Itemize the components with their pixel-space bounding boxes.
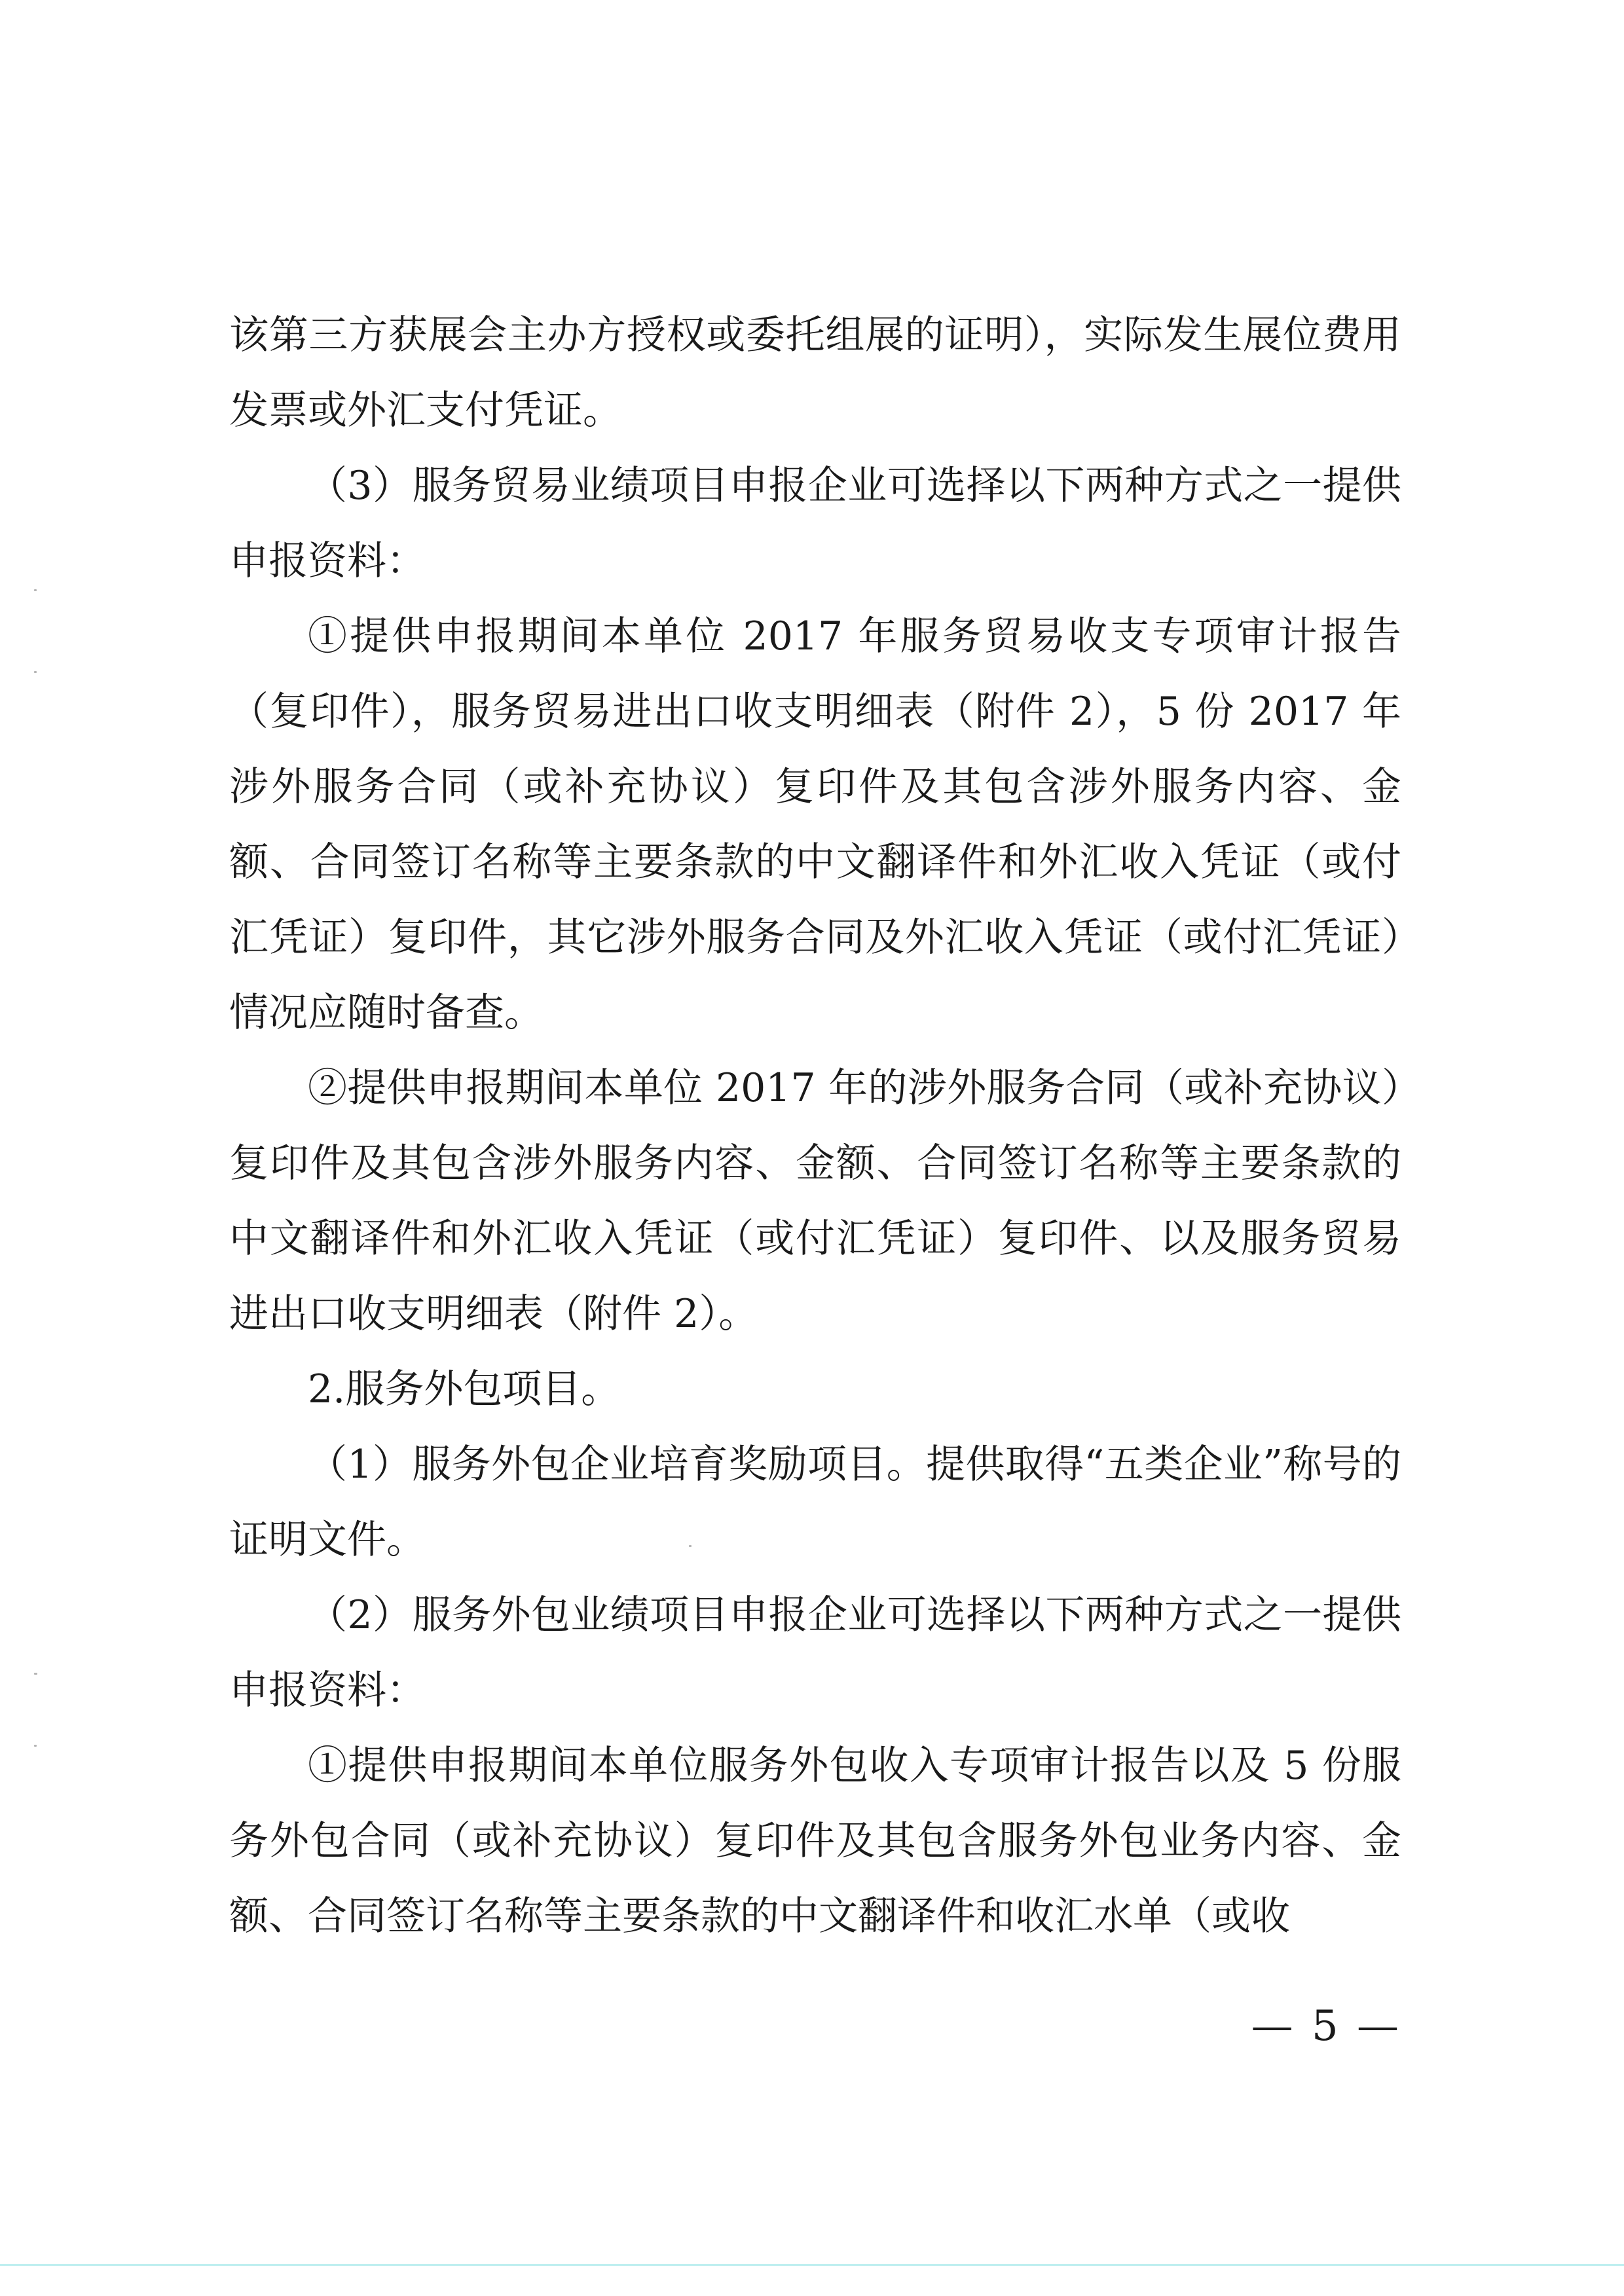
paragraph-7: （2）服务外包业绩项目申报企业可选择以下两种方式之一提供申报资料： bbox=[229, 1592, 1401, 1713]
paragraph-6: （1）服务外包企业培育奖励项目。提供取得“五类企业”称号的证明文件。 bbox=[229, 1442, 1401, 1563]
scan-speck bbox=[689, 1545, 692, 1547]
paragraph-5: 2.服务外包项目。 bbox=[308, 1366, 621, 1412]
scan-edge-line bbox=[0, 2264, 1624, 2266]
scan-speck bbox=[34, 1745, 37, 1747]
scan-speck bbox=[34, 1673, 37, 1675]
scan-speck bbox=[34, 671, 37, 673]
paragraph-3: ①提供申报期间本单位 2017 年服务贸易收支专项审计报告（复印件），服务贸易进出口收支明细表（附件 2），5 份 2017 年涉外服务合同（或补充协议）复印件及其包含涉外服务内容、金额、合同签订名称等主要条款的中文翻译件和外汇收入凭证（或付汇凭证）复印件，其它涉外服务合同及外汇收入凭证（或付汇凭证）情况应随时备查。 bbox=[229, 613, 1401, 1036]
paragraph-1: 该第三方获展会主办方授权或委托组展的证明），实际发生展位费用发票或外汇支付凭证。 bbox=[229, 312, 1401, 433]
page-number: — 5 — bbox=[1251, 2002, 1401, 2050]
paragraph-2: （3）服务贸易业绩项目申报企业可选择以下两种方式之一提供申报资料： bbox=[229, 463, 1401, 584]
body-text bbox=[229, 298, 1401, 1954]
paragraph-8: ①提供申报期间本单位服务外包收入专项审计报告以及 5 份服务外包合同（或补充协议）复印件及其包含服务外包业务内容、金额、合同签订名称等主要条款的中文翻译件和收汇水单（或收 bbox=[229, 1743, 1401, 1939]
scan-speck bbox=[34, 589, 37, 591]
paragraph-4: ②提供申报期间本单位 2017 年的涉外服务合同（或补充协议）复印件及其包含涉外服务内容、金额、合同签订名称等主要条款的中文翻译件和外汇收入凭证（或付汇凭证）复印件、以及服务贸易进出口收支明细表（附件 2）。 bbox=[229, 1065, 1401, 1337]
